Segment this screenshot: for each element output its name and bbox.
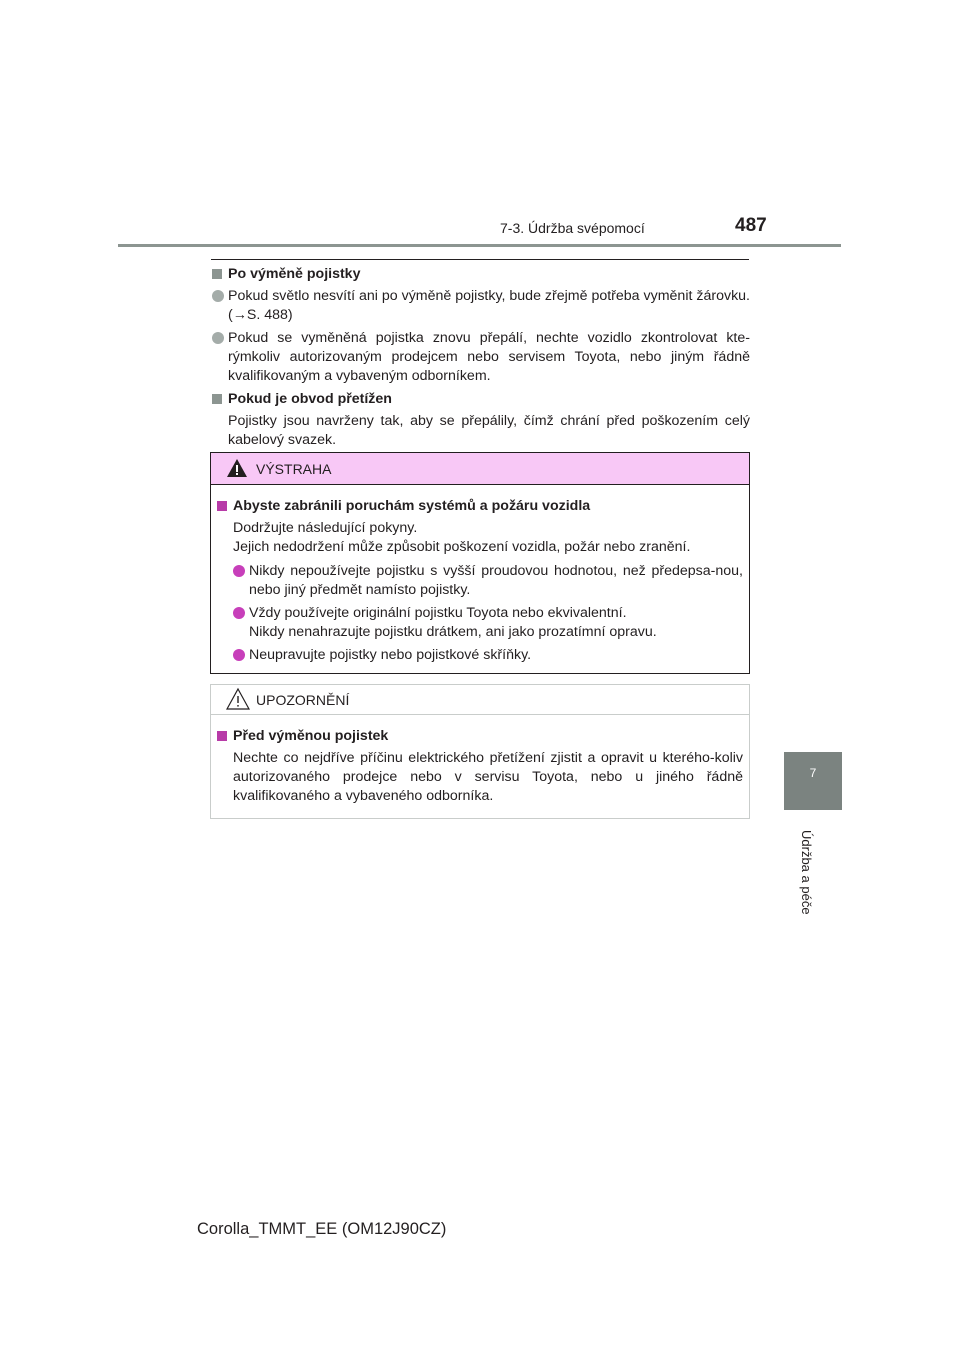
circle-bullet-icon [212, 332, 224, 344]
running-header-section: 7-3. Údržba svépomocí [500, 220, 645, 236]
warning-title: VÝSTRAHA [256, 461, 332, 477]
warning-heading-text: Abyste zabránili poruchám systémů a požáru vozidla [233, 498, 591, 514]
warning-list-item [233, 646, 743, 665]
warning-heading [217, 497, 743, 516]
warning-list-item-line: Nikdy nenahrazujte pojistku drátkem, ani jako prozatímní opravu. [249, 624, 657, 640]
warning-triangle-icon [226, 457, 248, 479]
caution-heading [217, 727, 743, 746]
square-bullet-icon [217, 731, 227, 741]
section-heading-text: Pokud je obvod přetížen [228, 391, 392, 407]
circle-bullet-icon [212, 290, 224, 302]
caution-paragraph: Nechte co nejdříve příčinu elektrického přetížení zjistit a opravit u kterého-koliv autorizovaného prodejce nebo v servisu Toyota, nebo u jiného řádně kvalifikovaného a vybaveného odborníka. [233, 750, 743, 804]
chapter-number: 7 [809, 766, 817, 780]
circle-bullet-icon [233, 607, 245, 619]
warning-header [211, 453, 749, 485]
list-item-text: Pokud se vyměněná pojistka znovu přepálí, nechte vozidlo zkontrolovat kte-rýmkoliv autorizovaným prodejcem nebo servisem Toyota, nebo jiným řádně kvalifikovaným a vybaveným odborníkem. [228, 330, 750, 384]
caution-box [210, 684, 750, 819]
list-item [212, 287, 750, 325]
warning-list-item [233, 562, 743, 600]
document-footer: Corolla_TMMT_EE (OM12J90CZ) [197, 1220, 447, 1238]
square-bullet-icon [217, 501, 227, 511]
caution-body [211, 715, 749, 806]
header-rule [118, 244, 841, 247]
warning-box [210, 452, 750, 674]
square-bullet-icon [212, 269, 222, 279]
main-content [212, 265, 750, 453]
caution-header [211, 685, 749, 715]
section-heading-text: Po výměně pojistky [228, 266, 361, 282]
chapter-label: Údržba a péče [799, 830, 814, 915]
caution-title: UPOZORNĚNÍ [256, 692, 350, 708]
page-number: 487 [735, 215, 767, 236]
caution-heading-text: Před výměnou pojistek [233, 728, 389, 744]
warning-list-item [233, 604, 743, 623]
caution-triangle-icon [226, 687, 250, 711]
section-heading [212, 265, 750, 284]
warning-line: Jejich nedodržení může způsobit poškození vozidla, požár nebo zranění. [233, 539, 691, 555]
warning-list-item-text: Neupravujte pojistky nebo pojistkové skříňky. [249, 647, 532, 663]
section-paragraph: Pojistky jsou navrženy tak, aby se přepálily, čímž chrání před poškozením celý kabelový svazek. [228, 413, 750, 448]
section-heading [212, 390, 750, 409]
warning-body [211, 485, 749, 665]
circle-bullet-icon [233, 565, 245, 577]
warning-list-item-text: Nikdy nepoužívejte pojistku s vyšší proudovou hodnotou, než předepsa-nou, nebo jiný předmět namísto pojistky. [249, 563, 743, 598]
content-rule [211, 259, 749, 260]
warning-line: Dodržujte následující pokyny. [233, 520, 418, 536]
chapter-tab [784, 752, 842, 810]
circle-bullet-icon [233, 649, 245, 661]
list-item-text: Pokud světlo nesvítí ani po výměně pojistky, bude zřejmě potřeba vyměnit žárovku. (→S. 488) [228, 288, 750, 323]
square-bullet-icon [212, 394, 222, 404]
warning-list-item-text: Vždy používejte originální pojistku Toyota nebo ekvivalentní. [249, 605, 627, 621]
list-item [212, 329, 750, 386]
